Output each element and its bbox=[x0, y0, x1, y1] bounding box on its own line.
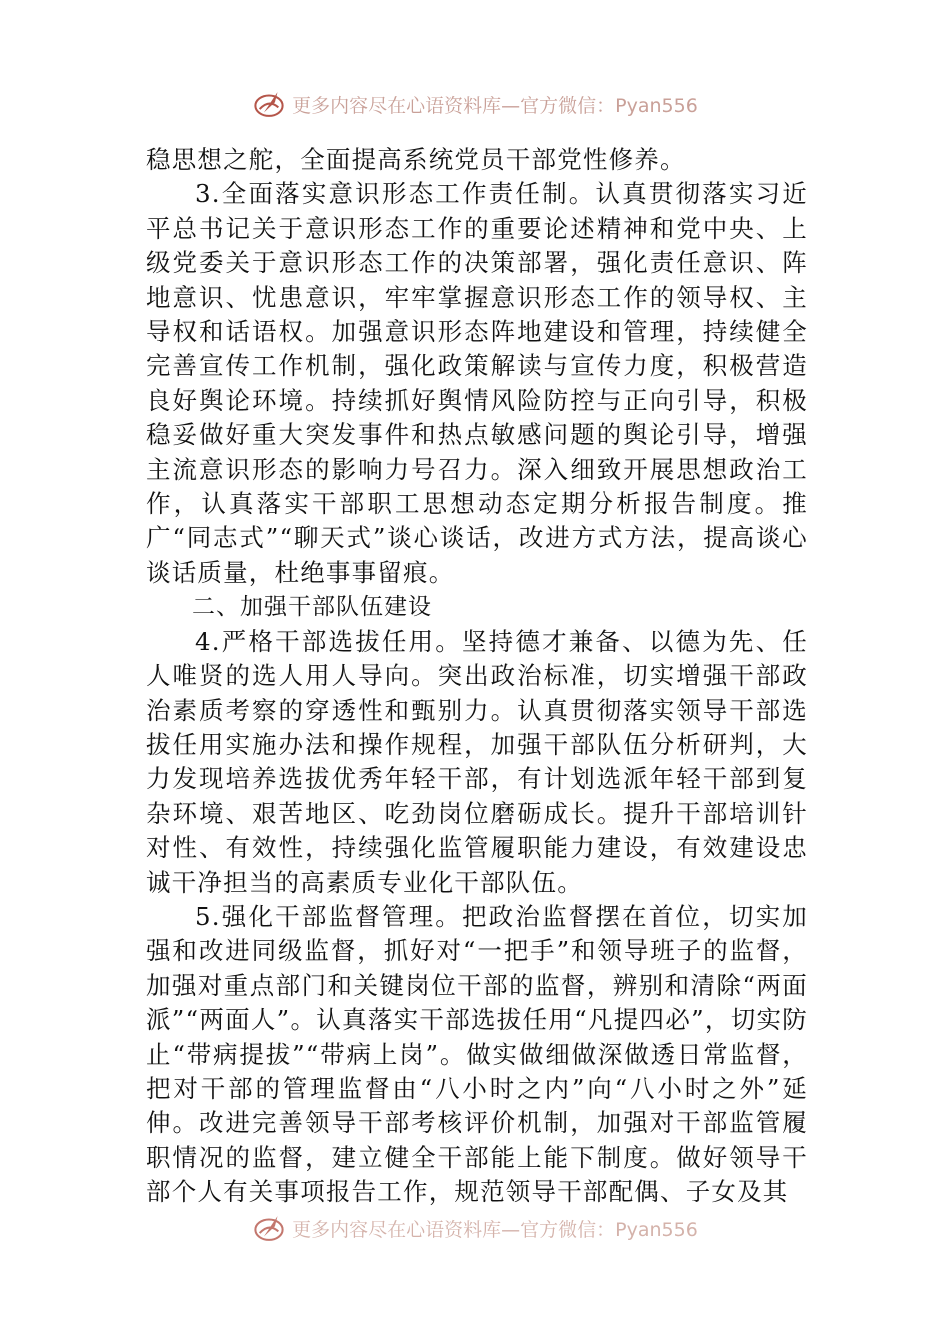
header-watermark bbox=[0, 84, 950, 124]
watermark-text: 更多内容尽在心语资料库—官方微信：Pyan556 bbox=[292, 94, 698, 117]
paragraph-item-4: 4.严格干部选拔任用。坚持德才兼备、以德为先、任人唯贤的选人用人导向。突出政治标准，切实增强干部政治素质考察的穿透性和甄别力。认真贯彻落实领导干部选拔任用实施办法和操作规程，加强干部队伍分析研判，大力发现培养选拔优秀年轻干部，有计划选派年轻干部到复杂环境、艰苦地区、吃劲岗位磨砺成长。提升干部培训针对性、有效性，持续强化监管履职能力建设，有效建设忠诚干净担当的高素质专业化干部队伍。 bbox=[146, 626, 808, 897]
book-quill-icon bbox=[252, 1211, 286, 1245]
paragraph-item-5: 5.强化干部监督管理。把政治监督摆在首位，切实加强和改进同级监督，抓好对“一把手”和领导班子的监督，加强对重点部门和关键岗位干部的监督，辨别和清除“两面派”“两面人”。认真落实干部选拔任用“凡提四必”，切实防止“带病提拔”“带病上岗”。做实做细做深做透日常监督，把对干部的管理监督由“八小时之内”向“八小时之外”延伸。改进完善领导干部考核评价机制，加强对干部监管履职情况的监督，建立健全干部能上能下制度。做好领导干部个人有关事项报告工作，规范领导干部配偶、子女及其 bbox=[146, 901, 808, 1207]
footer-watermark bbox=[0, 1208, 950, 1248]
paragraph-continuation: 稳思想之舵，全面提高系统党员干部党性修养。 bbox=[146, 145, 686, 174]
book-quill-icon bbox=[252, 87, 286, 121]
watermark-text: 更多内容尽在心语资料库—官方微信：Pyan556 bbox=[292, 1218, 698, 1241]
section-heading-2: 二、加强干部队伍建设 bbox=[192, 594, 432, 621]
document-body bbox=[146, 143, 808, 1210]
paragraph-item-3: 3.全面落实意识形态工作责任制。认真贯彻落实习近平总书记关于意识形态工作的重要论述精神和党中央、上级党委关于意识形态工作的决策部署，强化责任意识、阵地意识、忧患意识，牢牢掌握意识形态工作的领导权、主导权和话语权。加强意识形态阵地建设和管理，持续健全完善宣传工作机制，强化政策解读与宣传力度，积极营造良好舆论环境。持续抓好舆情风险防控与正向引导，积极稳妥做好重大突发事件和热点敏感问题的舆论引导，增强主流意识形态的影响力号召力。深入细致开展思想政治工作，认真落实干部职工思想动态定期分析报告制度。推广“同志式”“聊天式”谈心谈话，改进方式方法，提高谈心谈话质量，杜绝事事留痕。 bbox=[146, 179, 808, 587]
